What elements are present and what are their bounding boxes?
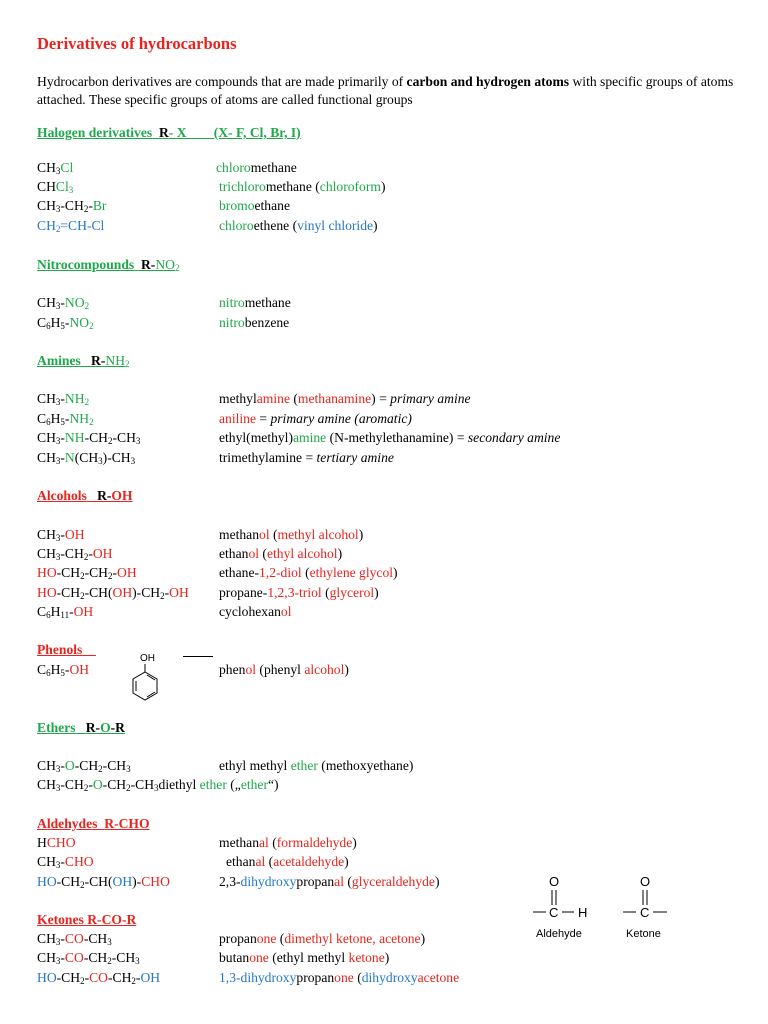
section-heading-aldehydes: Aldehydes R-CHO — [37, 816, 150, 831]
compound-name: aniline = primary amine (aromatic) — [219, 411, 412, 426]
compound-name: butanone (ethyl methyl ketone) — [219, 950, 390, 965]
formula: $C_6H_5-NO_2$ — [37, 315, 94, 331]
compound-name: nitromethane — [219, 295, 291, 310]
compound-name: propane-1,2,3-triol (glycerol) — [219, 585, 379, 600]
compound-name: chloromethane — [216, 160, 297, 175]
compound-name: ethanol (ethyl alcohol) — [219, 546, 343, 561]
formula: $CH_3-O-CH_2-CH_3$ — [37, 758, 131, 774]
formula: $CH_3-NH_2$ — [37, 391, 90, 407]
formula: CHCl$_3$ — [37, 179, 74, 195]
ketone-o-label: O — [640, 874, 651, 889]
formula: $CH_2=CH-Cl$ — [37, 218, 105, 234]
page-title: Derivatives of hydrocarbons — [37, 34, 237, 53]
compound-name: ethanal (acetaldehyde) — [226, 854, 349, 869]
aldehyde-h-label: H — [578, 905, 588, 920]
aldehyde-o-label: O — [549, 874, 560, 889]
intro-paragraph: Hydrocarbon derivatives are compounds that are made primarily of carbon and hydrogen atoms with specific groups of atoms attached. These specific groups of atoms are called functional groups — [37, 74, 734, 107]
formula: $CH_3-N(CH_3)-CH_3$ — [37, 450, 136, 466]
formula: $HO-CH_2-CH(OH)$-CHO — [37, 874, 170, 890]
compound-name: methylamine (methanamine) = primary amine — [219, 391, 471, 406]
compound-name: nitrobenzene — [219, 315, 290, 330]
compound-name: ethyl methyl ether (methoxyethane) — [219, 758, 414, 773]
compound-name: trimethylamine = tertiary amine — [219, 450, 394, 465]
compound-name: cyclohexanol — [219, 604, 292, 619]
formula: $CH_3-OH$ — [37, 527, 85, 543]
formula: $CH_3$-CHO — [37, 854, 94, 870]
divider — [183, 656, 213, 657]
section-heading-nitro: Nitrocompounds $R-NO_2$ — [37, 257, 180, 273]
formula: $HO-CH_2-CH(OH)-CH_2-OH$ — [37, 585, 189, 601]
section-heading-amines: Amines $R-NH_2$ — [37, 353, 130, 369]
formula: HCHO — [37, 835, 76, 850]
compound-name: trichloromethane (chloroform) — [219, 179, 386, 194]
section-heading-halogen: Halogen derivatives R- X (X- F, Cl, Br, I) — [37, 125, 301, 140]
formula: $CH_3-NH-CH_2-CH_3$ — [37, 430, 141, 446]
compound-name: propanone (dimethyl ketone, acetone) — [219, 931, 426, 946]
compound-name: ethane-1,2-diol (ethylene glycol) — [219, 565, 398, 580]
formula: $C_6H_5-OH$ — [37, 662, 90, 678]
formula: $CH_3-CO-CH_2-CH_3$ — [37, 950, 140, 966]
formula: $C_6H_{11}-OH$ — [37, 604, 94, 620]
section-heading-ethers: Ethers R-O-R — [37, 720, 126, 735]
formula: $C_6H_5-NH_2$ — [37, 411, 94, 427]
compound-name: ethyl(methyl)amine (N-methylethanamine) = secondary amine — [219, 430, 561, 445]
formula: $CH_3-NO_2$ — [37, 295, 90, 311]
phenol-structure — [118, 648, 180, 706]
aldehyde-c-label: C — [549, 905, 559, 920]
phenol-oh-label: OH — [140, 653, 155, 664]
aldehyde-structure — [533, 874, 587, 940]
ketone-c-label: C — [640, 905, 650, 920]
compound-name: phenol (phenyl alcohol) — [219, 662, 349, 677]
ketone-structure — [623, 874, 667, 940]
compound-name: methanal (formaldehyde) — [219, 835, 357, 850]
formula: $HO-CH_2-CH_2-OH$ — [37, 565, 137, 581]
formula: $CH_3Cl$ — [37, 160, 74, 176]
section-heading-phenols: Phenols — [37, 642, 83, 657]
formula: $CH_3-CH_2-O-CH_2-CH_3diethyl$ ether („ether“) — [37, 777, 279, 793]
section-heading-ketones: Ketones R-CO-R — [37, 912, 137, 927]
formula: $CH_3-CO-CH_3$ — [37, 931, 112, 947]
aldehyde-label: Aldehyde — [536, 928, 582, 940]
compound-name: 2,3-dihydroxypropanal (glyceraldehyde) — [219, 874, 440, 889]
carbonyl-structures-figure — [525, 872, 675, 944]
formula: $CH_3-CH_2-OH$ — [37, 546, 113, 562]
ketone-label: Ketone — [626, 928, 661, 940]
compound-name: methanol (methyl alcohol) — [219, 527, 364, 542]
compound-name: bromoethane — [219, 198, 290, 213]
compound-name: chloroethene (vinyl chloride) — [219, 218, 378, 233]
formula: $HO-CH_2-CO-CH_2-OH$ — [37, 970, 161, 986]
benzene-ring — [133, 672, 157, 700]
section-heading-alcohols: Alcohols R-OH — [37, 488, 133, 503]
compound-name: 1,3-dihydroxypropanone (dihydroxyacetone — [219, 970, 460, 985]
formula: $CH_3-CH_2-Br$ — [37, 198, 107, 214]
